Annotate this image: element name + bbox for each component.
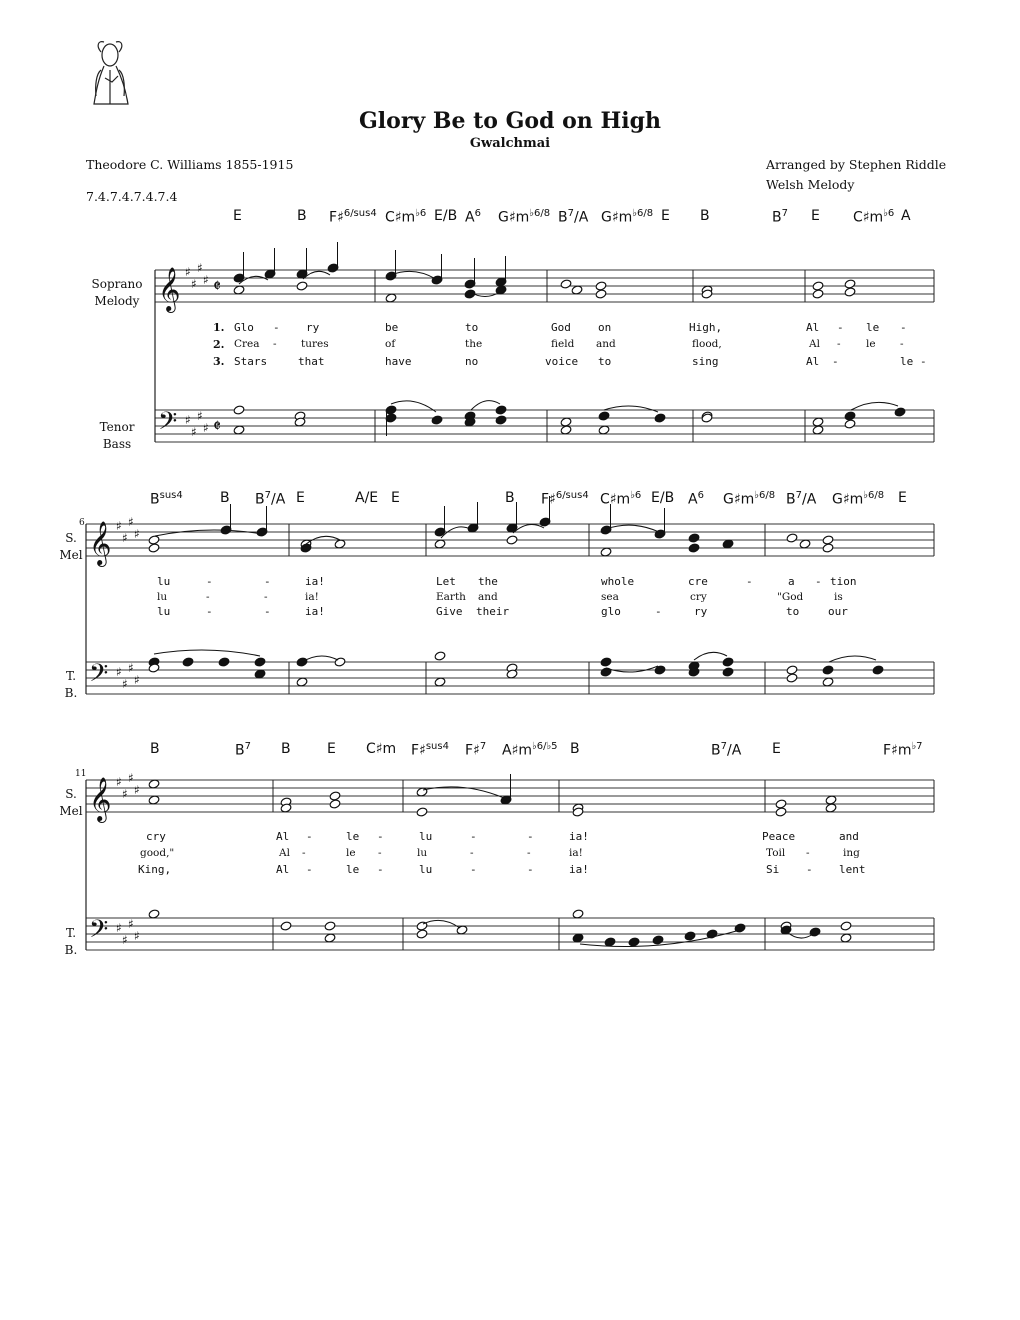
note-head (775, 807, 787, 817)
sharp-sign: ♯ (122, 677, 128, 691)
lyric-syllable: lu (417, 847, 428, 859)
note-head (822, 543, 834, 553)
chord-symbol: $G♯m^{♭6/8}$ (498, 208, 551, 226)
lyric-syllable: a (788, 575, 795, 588)
lower-staff-label-short: T. B. (64, 669, 78, 700)
lyric-syllable: sing (692, 355, 719, 368)
lyric-syllable: of (385, 338, 396, 350)
lyric-syllable: Earth (436, 591, 466, 603)
lyric-syllable: cry (690, 591, 707, 603)
treble-clef: 𝄞 (158, 267, 181, 311)
note-head (431, 415, 443, 425)
note-head (329, 799, 341, 809)
slur (155, 530, 262, 536)
lyric-syllable: le (346, 830, 360, 843)
sharp-sign: ♯ (134, 527, 140, 541)
note-head (604, 937, 616, 947)
lyric-syllable: the (465, 338, 483, 350)
chord-symbol: B (150, 741, 160, 757)
chord-symbol: A (901, 208, 911, 224)
slur (851, 402, 898, 410)
tune-name: Gwalchmai (469, 136, 551, 151)
lyric-syllable: to (465, 321, 479, 334)
note-head (722, 667, 734, 677)
note-head (218, 657, 230, 667)
lyric-syllable: Give (436, 605, 463, 618)
sharp-sign: ♯ (197, 261, 203, 275)
lyric-syllable: Al (276, 830, 290, 843)
chord-symbol: $B^7/A$ (558, 208, 589, 226)
chord-symbol: $B^7/A$ (711, 741, 742, 759)
lyric-syllable: - (273, 338, 277, 350)
note-head (296, 281, 308, 291)
lyric-syllable: Let (436, 575, 456, 588)
chord-symbol: B (700, 208, 710, 224)
lyric-syllable: tion (830, 575, 857, 588)
lyric-syllable: voice (545, 355, 579, 368)
lyric-syllable: that (298, 355, 325, 368)
lyric-syllable: "God (777, 591, 804, 603)
lyric-syllable: - (206, 605, 213, 618)
chord-symbol: $A^6$ (465, 208, 481, 226)
note-head (334, 657, 346, 667)
sharp-sign: ♯ (197, 409, 203, 423)
chord-symbol: $C♯m^{♭6}$ (600, 490, 642, 508)
lyric-syllable: ia! (569, 830, 589, 843)
slur (604, 406, 658, 412)
lyric-syllable: - (306, 863, 313, 876)
chord-symbol: $A^6$ (688, 490, 704, 508)
lyric-syllable: - (900, 338, 904, 350)
lyric-syllable: lu (157, 575, 171, 588)
note-head (654, 413, 666, 423)
chord-symbol: B (505, 490, 515, 506)
treble-clef: 𝄞 (89, 521, 112, 565)
verse-number: 3. (213, 355, 225, 368)
measure-number: 6 (79, 518, 85, 528)
lyric-syllable: ia! (569, 863, 589, 876)
bass-clef: 𝄢 (158, 407, 178, 442)
chord-symbol: E (233, 208, 242, 224)
note-head (688, 543, 700, 553)
lyric-syllable: ry (306, 321, 320, 334)
lyric-syllable: - (264, 605, 271, 618)
chord-symbol: F♯$^7$ (465, 741, 487, 759)
chord-symbol: B (570, 741, 580, 757)
measure-number: 11 (75, 769, 87, 779)
chord-symbol: F♯$^{6/sus4}$ (329, 208, 377, 226)
lyric-syllable: - (815, 575, 822, 588)
sharp-sign: ♯ (191, 277, 197, 291)
lyric-syllable: - (746, 575, 753, 588)
chord-symbol: C♯m (366, 741, 397, 757)
lyric-syllable: flood, (692, 338, 722, 350)
chord-symbol: $B^7$ (772, 208, 788, 226)
lyric-syllable: lu (157, 605, 171, 618)
lyric-syllable: Al (806, 321, 820, 334)
lyric-syllable: - (273, 321, 280, 334)
chord-symbol: E (811, 208, 820, 224)
lyric-syllable: ia! (305, 591, 319, 603)
lyric-syllable: Al (806, 355, 820, 368)
chord-symbol: $B^7/A$ (255, 490, 286, 508)
sharp-sign: ♯ (116, 921, 122, 935)
note-head (688, 533, 700, 543)
chord-symbol: B (281, 741, 291, 757)
lyric-syllable: on (598, 321, 612, 334)
note-head (844, 287, 856, 297)
sharp-sign: ♯ (128, 771, 134, 785)
sharp-sign: ♯ (128, 917, 134, 931)
lyric-syllable: - (837, 338, 841, 350)
note-head (652, 935, 664, 945)
chord-symbol: $B^7$ (235, 741, 251, 759)
lyric-syllable: - (527, 847, 531, 859)
lyric-syllable: - (470, 830, 477, 843)
slur (471, 401, 500, 410)
chord-symbol: $F♯m^{♭7}$ (883, 741, 923, 759)
source-credit: Welsh Melody (766, 177, 855, 192)
lyric-syllable: the (478, 575, 498, 588)
lyric-syllable: no (465, 355, 479, 368)
chord-symbol: E (327, 741, 336, 757)
lyric-syllable: and (596, 338, 616, 350)
sharp-sign: ♯ (122, 933, 128, 947)
note-head (148, 543, 160, 553)
note-head (324, 921, 336, 931)
lyric-syllable: le (866, 321, 880, 334)
lyric-syllable: le (866, 338, 876, 350)
lyric-syllable: - (806, 863, 813, 876)
chord-symbol: E/B (434, 208, 458, 224)
chord-symbol: F♯$^{6/sus4}$ (541, 490, 589, 508)
note-head (600, 657, 612, 667)
poet-credit: Theodore C. Williams 1855-1915 (86, 157, 294, 172)
lyric-syllable: - (306, 830, 313, 843)
chord-symbol: B (297, 208, 307, 224)
slur (606, 525, 659, 532)
lyric-syllable: lu (419, 863, 433, 876)
chord-symbol: B (220, 490, 230, 506)
chord-symbol: $C♯m^{♭6}$ (385, 208, 427, 226)
note-head (894, 407, 906, 417)
lower-staff-label: Tenor Bass (99, 420, 135, 451)
lyric-syllable: ia! (305, 605, 325, 618)
bass-clef: 𝄢 (89, 915, 109, 950)
lyric-syllable: glo (601, 605, 621, 618)
note-head (844, 419, 856, 429)
note-head (598, 411, 610, 421)
slur (694, 652, 727, 660)
cut-time-sign: 𝄵 (213, 416, 222, 437)
sharp-sign: ♯ (122, 531, 128, 545)
sharp-sign: ♯ (116, 519, 122, 533)
treble-clef: 𝄞 (89, 777, 112, 821)
slur (829, 656, 876, 662)
lyric-syllable: Toil (766, 847, 786, 859)
note-head (416, 807, 428, 817)
verse-number: 2. (213, 338, 225, 351)
lyric-syllable: - (302, 847, 306, 859)
note-head (684, 931, 696, 941)
chord-symbol: E (296, 490, 305, 506)
note-head (786, 533, 798, 543)
lyric-syllable: tures (301, 338, 329, 350)
lyric-syllable: le (900, 355, 914, 368)
chord-symbol: $C♯m^{♭6}$ (853, 208, 895, 226)
note-head (872, 665, 884, 675)
lyric-syllable: - (378, 847, 382, 859)
lyric-syllable: Crea (234, 338, 260, 350)
note-head (280, 921, 292, 931)
sharp-sign: ♯ (134, 673, 140, 687)
lyric-syllable: Glo (234, 321, 254, 334)
chord-symbol: F♯$^{sus4}$ (411, 741, 449, 759)
meter-label: 7.4.7.4.7.4.7.4 (86, 189, 178, 204)
note-head (628, 937, 640, 947)
lyric-syllable: Stars (234, 355, 268, 368)
chord-symbol: E (661, 208, 670, 224)
chord-symbol: A/E (355, 490, 379, 506)
sharp-sign: ♯ (134, 929, 140, 943)
note-head (844, 279, 856, 289)
lyric-syllable: - (527, 830, 534, 843)
chord-symbol: $A♯m^{♭6/♭5}$ (502, 741, 558, 759)
note-head (495, 405, 507, 415)
lyric-syllable: King, (138, 863, 172, 876)
chord-symbol: $G♯m^{♭6/8}$ (723, 490, 776, 508)
sharp-sign: ♯ (185, 265, 191, 279)
lyric-syllable: lent (839, 863, 866, 876)
note-head (840, 921, 852, 931)
note-head (329, 791, 341, 801)
note-head (434, 651, 446, 661)
lyric-syllable: to (786, 605, 800, 618)
note-head (812, 281, 824, 291)
note-head (775, 799, 787, 809)
note-head (822, 535, 834, 545)
lyric-syllable: lu (419, 830, 433, 843)
lyric-syllable: - (206, 591, 210, 603)
sharp-sign: ♯ (128, 515, 134, 529)
lyric-syllable: - (832, 355, 839, 368)
lyric-syllable: God (551, 321, 571, 334)
sharp-sign: ♯ (203, 421, 209, 435)
note-head (822, 665, 834, 675)
lyric-syllable: le (346, 863, 360, 876)
arranger-credit: Arranged by Stephen Riddle (766, 157, 947, 172)
sharp-sign: ♯ (185, 413, 191, 427)
lyric-syllable: - (470, 863, 477, 876)
lyric-syllable: to (598, 355, 612, 368)
note-head (786, 673, 798, 683)
lyric-syllable: - (264, 591, 268, 603)
chord-symbol: $G♯m^{♭6/8}$ (601, 208, 654, 226)
sharp-sign: ♯ (116, 665, 122, 679)
lyric-syllable: sea (601, 591, 619, 603)
note-head (812, 289, 824, 299)
note-head (595, 281, 607, 291)
slur (423, 920, 460, 928)
chord-symbol: E/B (651, 490, 675, 506)
lyric-syllable: be (385, 321, 399, 334)
note-head (182, 657, 194, 667)
upper-staff-label-short: S. Mel (59, 531, 83, 562)
lyric-syllable: - (837, 321, 844, 334)
upper-staff-label-short: S. Mel (59, 787, 83, 818)
note-head (233, 405, 245, 415)
lyric-syllable: lu (157, 591, 168, 603)
lyric-syllable: their (476, 605, 510, 618)
sharp-sign: ♯ (134, 783, 140, 797)
chord-symbol: E (391, 490, 400, 506)
lyric-syllable: field (551, 338, 575, 350)
note-head (560, 279, 572, 289)
sharp-sign: ♯ (128, 661, 134, 675)
sharp-sign: ♯ (191, 425, 197, 439)
chord-symbol: $G♯m^{♭6/8}$ (832, 490, 885, 508)
lyric-syllable: ry (694, 605, 708, 618)
lyric-syllable: ing (843, 847, 860, 859)
lyric-syllable: and (839, 830, 859, 843)
slur (787, 932, 813, 938)
note-head (495, 415, 507, 425)
verse-number: 1. (213, 321, 225, 334)
lyric-syllable: Al (279, 847, 290, 859)
lyric-syllable: whole (601, 575, 635, 588)
sharp-sign: ♯ (203, 273, 209, 287)
lyric-syllable: have (385, 355, 412, 368)
chord-symbol: E (898, 490, 907, 506)
lyric-syllable: cre (688, 575, 708, 588)
lyric-syllable: is (834, 591, 843, 603)
note-head (506, 535, 518, 545)
lyric-syllable: - (470, 847, 474, 859)
lyric-syllable: Si (766, 863, 780, 876)
lyric-syllable: - (806, 847, 810, 859)
lyric-syllable: our (828, 605, 848, 618)
lyric-syllable: ia! (305, 575, 325, 588)
lyric-syllable: le (346, 847, 356, 859)
lyric-syllable: Al (809, 338, 820, 350)
note-head (722, 657, 734, 667)
lyric-syllable: - (655, 605, 662, 618)
note-head (254, 657, 266, 667)
song-title: Glory Be to God on High (359, 108, 661, 134)
lyric-syllable: - (920, 355, 927, 368)
lyric-syllable: Peace (762, 830, 796, 843)
note-head (844, 411, 856, 421)
lower-staff-label-short: T. B. (64, 926, 78, 957)
lyric-syllable: - (377, 830, 384, 843)
cut-time-sign: 𝄵 (213, 276, 222, 297)
lyric-syllable: - (377, 863, 384, 876)
lyric-syllable: - (527, 863, 534, 876)
lyric-syllable: High, (689, 321, 723, 334)
chord-symbol: E (772, 741, 781, 757)
lyric-syllable: - (900, 321, 907, 334)
slur (154, 650, 260, 656)
chord-symbol: $B^7/A$ (786, 490, 817, 508)
bass-clef: 𝄢 (89, 659, 109, 694)
lyric-syllable: ia! (569, 847, 583, 859)
note-head (416, 929, 428, 939)
slur (606, 666, 658, 672)
chord-symbol: $B^{sus4}$ (150, 490, 183, 508)
sharp-sign: ♯ (116, 775, 122, 789)
lyric-syllable: - (264, 575, 271, 588)
note-head (595, 289, 607, 299)
note-head (148, 535, 160, 545)
note-head (786, 665, 798, 675)
lyric-syllable: and (478, 591, 498, 603)
lyric-syllable: cry (146, 830, 166, 843)
lyric-syllable: Al (276, 863, 290, 876)
sharp-sign: ♯ (122, 787, 128, 801)
upper-staff-label: Soprano Melody (91, 277, 143, 308)
lyric-syllable: - (206, 575, 213, 588)
lyric-syllable: good," (140, 847, 175, 859)
